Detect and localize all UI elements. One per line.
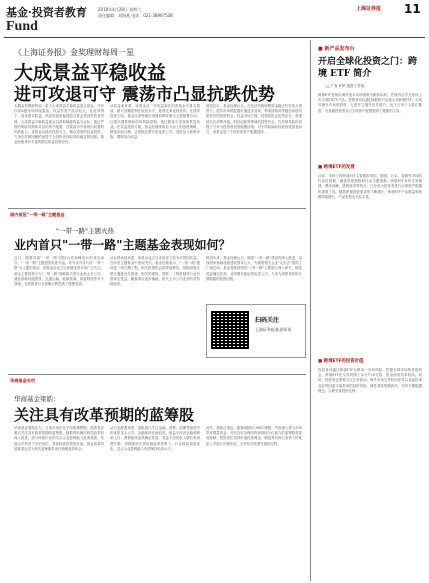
section-subtitle-en: Fund (6, 19, 38, 34)
lead-body-col-1: 本期金奖理财每周一星为大成景益平稳收益混合基金。今年以来A股市场持续震荡，权益类资产波动较大，在此背景下，追求绝对收益、风险较低的偏债混合基金受到投资者青睐。大成景益平稳收益基金以获取稳健收益为目标，通过严格的风险控制和灵活的资产配置，在震荡市中表现出较强的抗跌能力。该基金以债券投资为主，辅以适度的权益投资，力争在控制回撤的前提下为投资者获取持续稳定的回报。基金经理具有丰富的固定收益投资经验。 (14, 104, 104, 145)
sidebar-tag: ■ 新产品发布台 (318, 46, 355, 52)
issue-date: 2018年4月28日 星期六 (98, 7, 142, 12)
sidebar-author: □ 广发 ETF 投资工作室 (326, 84, 365, 88)
lead-headline-1: 大成景益平稳收益 (14, 62, 167, 84)
belt-road-body-col-2: 从业绩表现来看，该基金成立以来取得了较为可观的收益，在同类主题基金中表现突出。基金经理表示，"一带一路"建设是一项长期工程，相关投资机会将持续释放，基础设施互联互通是优先领域，相关的建筑、建材、工程机械等行业有望率先受益，随着项目逐步落地，相关上市公司业绩有望持续改善。 (110, 256, 200, 287)
belt-road-body-col-3: 展望未来，基金经理认为，随着"一带一路"建设的深入推进，沿线国家基础设施建设需求巨大，为我国相关企业"走出去"提供了广阔空间。基金将继续围绕"一带一路"主题进行深入研究，精选受益确定性高、业绩增长稳定的优质公司，力争为投资者获取长期稳健的投资回报。 (206, 256, 302, 281)
belt-road-headline: 业内首只"一带一路"主题基金表现如何？ (14, 238, 231, 252)
lead-kicker: 《上海证券报》金奖理财每周一星 (14, 48, 134, 57)
bottom-kicker: 华商基金梁皓： (14, 395, 60, 403)
qr-code-icon (211, 311, 249, 349)
bottom-body-col-3: 此外，梁皓还指出，随着A股纳入MSCI指数，外资流入将为市场带来增量资金，具有良好治理结构和持续分红能力的蓝筹股将更受青睐。投资者应坚持价值投资理念，精选具有核心竞争力的优质公司进行长期布局，分享经济转型升级的红利。 (206, 426, 302, 446)
section-rule-1 (8, 208, 306, 209)
sidebar-body-1: 跨境ETF是指以海外资本市场指数为跟踪标的，在境内证券交易所上市交易的ETF产品。投资者可以通过A股账户直接买卖跨境ETF，实现对海外市场的投资，无需开立境外证券账户，也不占用个人购汇额度，为普通投资者参与全球资产配置提供了便捷的工具。 (318, 93, 422, 113)
qr-promo-box (206, 304, 306, 358)
sidebar-subhead-2: ■ 跨境ETF的发展 (318, 165, 355, 170)
page-number: 11 (404, 2, 421, 16)
belt-road-kicker: "一带一路"主题火热 (56, 227, 114, 235)
lead-body-col-3: 展望后市，基金经理认为，在经济结构调整和金融去杠杆的大背景下，债券市场的配置价值逐步显现，利率债和高等级信用债具备较好的投资机会。权益市场方面，结构性机会依然存在，将继续关注消费升级、科技创新等领域的投资机会，在控制风险的前提下力争为投资者创造稳健回报。对于风险偏好较低的投资者而言，该基金是一个较好的资产配置选择。 (206, 104, 302, 135)
bottom-body-col-2: 从行业配置来看，梁皓建议关注金融、消费、周期等板块中的优质龙头公司。金融板块估值较低，受益于经济企稳和利率上行；消费板块业绩确定性高，受益于居民收入增长和消费升级；周期板块在供给侧改革背景下，行业格局持续优化，龙头企业盈利能力有望保持较高水平。 (110, 426, 200, 451)
qr-subtitle: 上海证券报基金周刊 (255, 327, 291, 332)
belt-road-tag: 国内首批"一带一路"主题基金 (10, 212, 65, 217)
header-divider (4, 37, 425, 38)
editor-line: 责任编辑：刘海燕 电话：021-38967538 (98, 13, 173, 18)
bottom-body-col-1: 华商基金梁皓认为，当前市场正处于结构调整期，投资者应重点关注具有改革预期的蓝筹股。随着供给侧结构性改革的深入推进，部分传统行业的龙头企业盈利能力显著改善，估值水平仍处于历史低位，具备较高的投资价值。国企改革持续推进也将为相关蓝筹股带来估值修复的机会。 (14, 426, 104, 451)
section-title: 基金·投资者教育 (6, 6, 87, 19)
sidebar-title: 开启全球化投资之门：跨境 ETF 简介 (318, 57, 418, 79)
qr-title: 扫码关注 (255, 317, 280, 324)
section-rule-2 (8, 374, 306, 375)
sidebar-subhead-3: ■ 跨境ETF的投资价值 (318, 359, 364, 364)
sidebar-body-3: 投资者可通过跨境ETF分散单一市场风险，把握全球市场的投资机会。跨境ETF在交易机制上实行T+0交易，资金使用效率较高。同时，投资者也需要关注汇率波动、海外市场交易时间差异以及溢价率变化等因素可能带来的投资风险，理性看待短期波动，坚持长期配置理念，合理安排投资比例。 (318, 368, 422, 393)
lead-body-col-2: 从收益率来看，该基金近一年收益率在同类基金中排名靠前，最大回撤控制在较低水平，夏普比率表现优异。在债券投资方面，基金以高等级信用债和利率债为主要配置方向，注重久期管理和信用风险控制，通过精选个券获取票息收益。在权益投资方面，基金经理采取自下而上的选股策略，精选估值合理、业绩稳定增长的优质公司，适度参与新股申购，增厚组合收益。 (110, 104, 200, 140)
column-divider (310, 40, 311, 581)
header-meta (98, 7, 173, 19)
belt-road-body-col-1: 近日，随着首届"一带一路"国际合作高峰论坛的成功举办，"一带一路"主题投资再度升温。作为业内首只以"一带一路"为主题的基金，该基金自成立以来便受到市场广泛关注。基金主要投资于与"一带一路"战略相关的行业和上市公司，涵盖基础设施建设、交通运输、能源资源、装备制造等多个领域，为投资者分享战略红利提供了便捷渠道。 (14, 256, 104, 287)
bottom-tag: 华商基金专栏 (10, 378, 36, 383)
bottom-headline: 关注具有改革预期的蓝筹股 (14, 406, 195, 424)
sidebar-body-2: 目前，市场上的跨境ETF主要跟踪美国、德国、日本、香港等市场的代表性指数，涵盖宽基指数和行业主题指数。跨境ETF具有交易便捷、费率低廉、透明度高等特点，已经成为投资者进行全球资产配置的重要工具。随着跨境投资需求的不断增长，跨境ETF产品数量和规模持续增长，产品类型也日趋丰富。 (318, 174, 422, 199)
newspaper-name: 上海证券报 (356, 6, 382, 12)
lead-headline-2: 进可攻退可守 震荡市凸显抗跌优势 (14, 85, 275, 105)
